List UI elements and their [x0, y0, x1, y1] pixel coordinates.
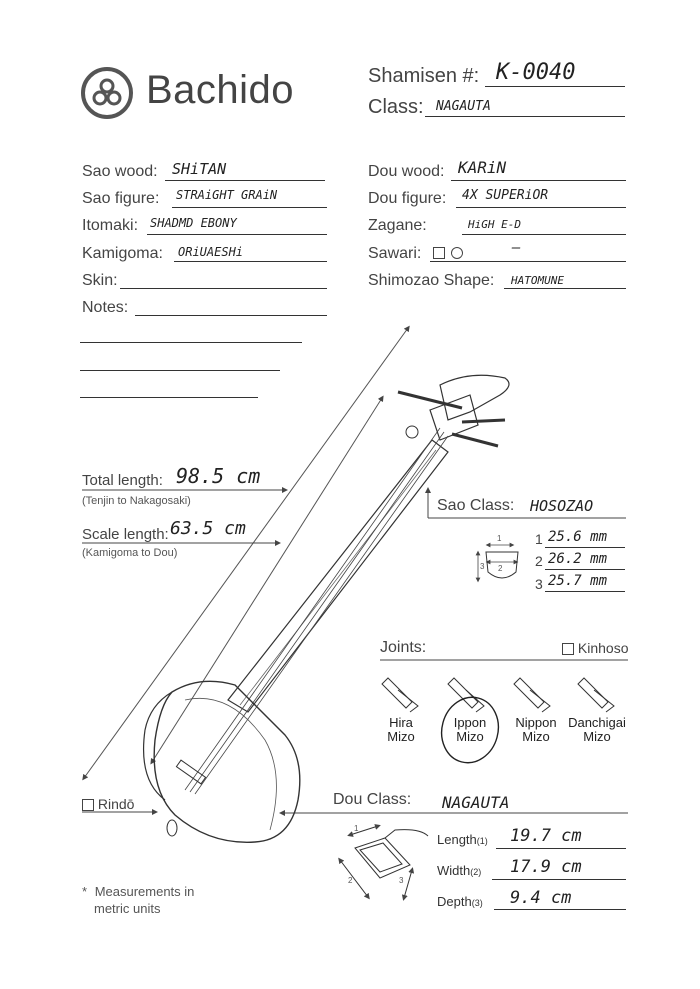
dou-depth-label: Depth(3) [437, 894, 483, 909]
shamisen-number-value: K-0040 [496, 60, 576, 85]
scale-length-sub: (Kamigoma to Dou) [82, 547, 178, 559]
dou-dimension-diagram [340, 826, 428, 898]
zagane-value: HiGH E-D [468, 218, 521, 231]
total-length-sub: (Tenjin to Nakagosaki) [82, 495, 191, 507]
class-label: Class: [368, 96, 424, 118]
sao-measure-num-3: 3 [535, 576, 543, 592]
total-length-label: Total length: [82, 472, 163, 489]
total-length-value: 98.5 cm [176, 464, 261, 488]
joint-option-nippon-mizo[interactable]: Nippon Mizo [515, 715, 557, 744]
sao-class-value: HOSOZAO [530, 497, 594, 515]
sao-measure-num-2: 2 [535, 553, 543, 569]
sao-measure-value-3: 25.7 mm [548, 573, 608, 589]
kinhoso-option[interactable] [562, 640, 628, 656]
dou-diagram-num-2: 2 [348, 876, 353, 885]
itomaki-value: SHADMD EBONY [150, 216, 237, 230]
dou-class-label: Dou Class: [333, 791, 412, 808]
joint-option-ippon-mizo[interactable]: Ippon Mizo [453, 715, 487, 744]
rindo-option[interactable] [82, 796, 134, 812]
dou-length-label: Length(1) [437, 832, 488, 847]
notes-label: Notes: [82, 299, 129, 316]
scale-length-label: Scale length: [82, 526, 169, 543]
dou-wood-value: KARiN [458, 158, 507, 177]
sao-wood-label: Sao wood: [82, 163, 158, 180]
dou-width-label: Width(2) [437, 863, 482, 878]
joint-option-hira-mizo[interactable]: Hira Mizo [387, 715, 415, 744]
sao-diagram-num-2: 2 [498, 564, 503, 573]
sao-class-label: Sao Class: [437, 497, 515, 514]
joint-option-danchigai-mizo[interactable]: Danchigai Mizo [568, 715, 626, 744]
dou-width-value: 17.9 cm [510, 857, 582, 877]
rindo-checkbox[interactable] [82, 799, 94, 811]
shimozao-shape-label: Shimozao Shape: [368, 272, 495, 289]
kamigoma-label: Kamigoma: [82, 245, 163, 262]
kamigoma-value: ORiUAESHi [178, 245, 244, 259]
sao-diagram-num-3: 3 [480, 562, 485, 571]
rindo-label: Rindō [97, 796, 135, 812]
dou-diagram-num-3: 3 [399, 876, 404, 885]
sao-wood-value: SHiTAN [172, 160, 227, 178]
sao-measure-value-2: 26.2 mm [548, 551, 608, 567]
shimozao-shape-value: HATOMUNE [511, 274, 564, 287]
joints-label: Joints: [380, 639, 427, 656]
shamisen-number-label: Shamisen #: [368, 65, 480, 87]
sao-diagram-num-1: 1 [497, 534, 502, 543]
itomaki-label: Itomaki: [82, 217, 139, 234]
sawari-value: — [512, 240, 521, 256]
dou-class-value: NAGAUTA [442, 793, 510, 812]
dou-wood-label: Dou wood: [368, 163, 445, 180]
sao-measure-num-1: 1 [535, 531, 543, 547]
class-value: NAGAUTA [436, 99, 491, 114]
footnote: * Measurements in metric units [82, 884, 195, 916]
scale-length-value: 63.5 cm [170, 518, 246, 539]
dou-depth-value: 9.4 cm [510, 888, 572, 908]
zagane-label: Zagane: [368, 217, 427, 234]
dou-diagram-num-1: 1 [354, 824, 359, 833]
brand-name: Bachido [146, 68, 295, 112]
sao-measure-value-1: 25.6 mm [548, 529, 608, 545]
dou-figure-value: 4X SUPERiOR [462, 188, 549, 203]
skin-label: Skin: [82, 272, 118, 289]
kinhoso-checkbox[interactable] [562, 643, 574, 655]
kinhoso-label: Kinhoso [577, 640, 629, 656]
dou-figure-label: Dou figure: [368, 190, 447, 207]
sawari-label: Sawari: [368, 245, 422, 262]
dou-length-value: 19.7 cm [510, 826, 582, 846]
sao-figure-label: Sao figure: [82, 190, 160, 207]
sao-figure-value: STRAiGHT GRAiN [176, 188, 278, 202]
